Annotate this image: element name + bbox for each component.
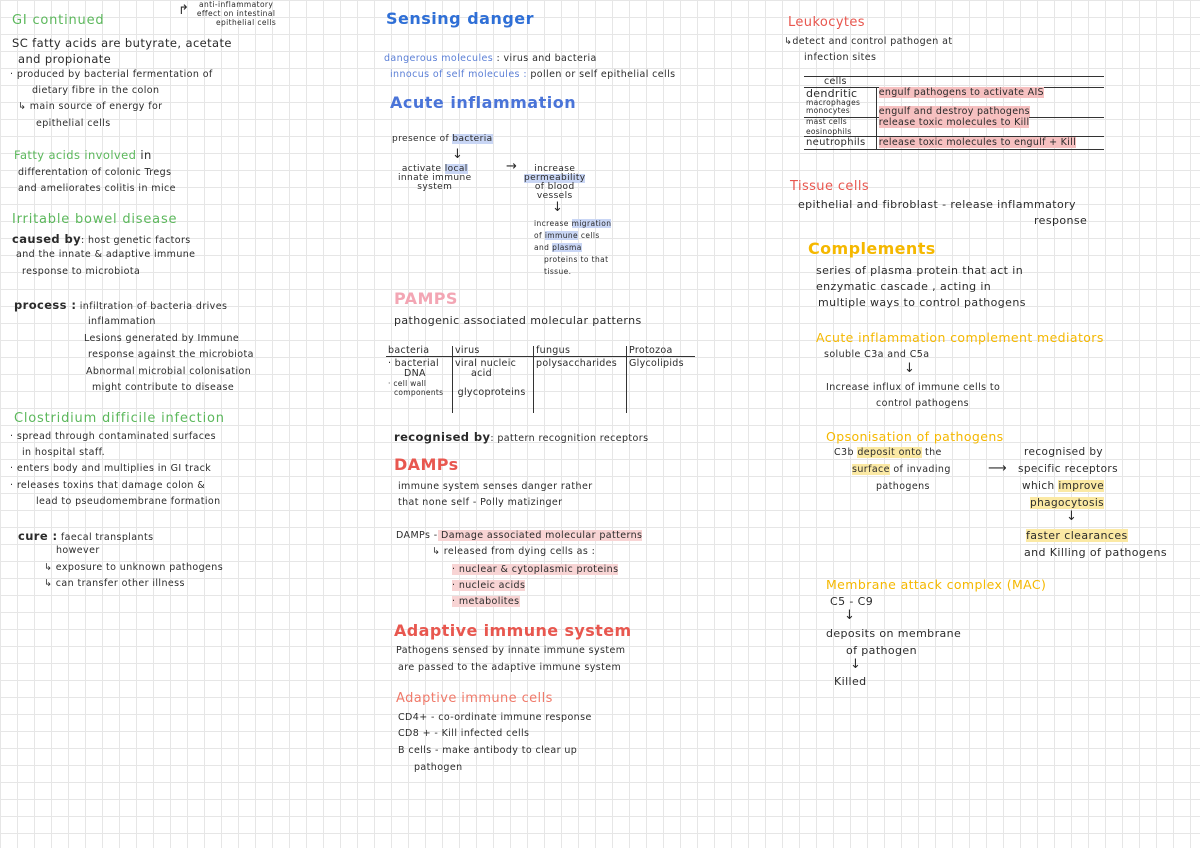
cells-line-1: CD4+ - co-ordinate immune response — [398, 712, 592, 723]
leukocyte-table — [804, 76, 1104, 150]
damps-item-1: · nuclear & cytoplasmic proteins — [452, 564, 619, 575]
process-line-2: inflammation — [88, 316, 156, 327]
mac-line-4: Killed — [834, 675, 867, 688]
down-arrow-icon: ↓ — [552, 200, 564, 215]
tissue-line-1: epithelial and fibroblast - release inflammatory — [798, 198, 1076, 211]
cure-line-4: ↳ can transfer other illness — [44, 578, 185, 589]
leuko-cell-eosinophils: eosinophils — [804, 128, 876, 137]
ibd-line-1: caused by: host genetic factors — [12, 232, 191, 246]
leuko-cell-dendritic: dendritic — [804, 88, 876, 100]
pamps-header-virus: virus — [453, 346, 534, 357]
process-line-3: Lesions generated by Immune — [84, 333, 240, 344]
pamps-virus-cell: viral nucleic acid · glycoproteins — [453, 357, 534, 414]
cdiff-heading: Clostridium difficile infection — [14, 411, 225, 426]
opson-line-1: C3b deposit onto the — [834, 447, 942, 458]
mac-line-1: C5 - C9 — [830, 595, 874, 608]
pamps-table — [386, 346, 695, 413]
right-arrow-icon: ⟶ — [988, 461, 1008, 476]
ibd-line-3: response to microbiota — [22, 266, 141, 277]
right-arrow-icon: → — [506, 159, 518, 174]
damps-item-2: · nucleic acids — [452, 580, 526, 591]
mac-title: Membrane attack complex (MAC) — [826, 577, 1047, 592]
down-arrow-icon: ↓ — [844, 608, 856, 623]
pamps-definition: pathogenic associated molecular patterns — [394, 314, 642, 327]
adaptive-line-2: are passed to the adaptive immune system — [398, 662, 622, 673]
fatty-line-2: differentation of colonic Tregs — [18, 167, 172, 178]
cells-line-3: B cells - make antibody to clear up — [398, 745, 578, 756]
leuko-table-header: cells — [804, 77, 1104, 88]
process-line-6: might contribute to disease — [92, 382, 235, 393]
leuko-desc-monocytes: engulf and destroy pathogens — [876, 107, 1104, 118]
pamps-bacteria-cell: · bacterial DNA · cell wall components — [386, 357, 453, 414]
fatty-line-3: and ameliorates colitis in mice — [18, 183, 176, 194]
damps-title: DAMPs — [394, 455, 459, 474]
pamps-header-fungus: fungus — [534, 346, 627, 357]
comp-line-2: enzymatic cascade , acting in — [816, 280, 992, 293]
scfa-line-1: SC fatty acids are butyrate, acetate — [12, 36, 232, 50]
acute-inflammation-title: Acute inflammation — [390, 93, 577, 112]
damps-definition: DAMPs - Damage associated molecular patterns — [396, 530, 643, 541]
scfa-line-6: epithelial cells — [36, 118, 111, 129]
cdiff-line-1: · spread through contaminated surfaces — [10, 431, 216, 442]
anti-inflammatory-note: anti-inflammatory effect on intestinal epithelial cells — [196, 0, 277, 27]
activate-block: activate local innate immune system — [398, 164, 472, 192]
recognised-by-line: recognised by: pattern recognition receptors — [394, 430, 649, 444]
opson-right-1: recognised by — [1024, 446, 1103, 458]
leuko-line-2: infection sites — [804, 52, 877, 63]
scfa-line-3: · produced by bacterial fermentation of — [10, 69, 213, 80]
fatty-acids-heading: Fatty acids involved in — [14, 148, 152, 162]
down-arrow-icon: ↓ — [904, 361, 916, 376]
acute-med-line-3: control pathogens — [876, 398, 970, 409]
adaptive-immune-system-title: Adaptive immune system — [394, 621, 632, 640]
comp-line-1: series of plasma protein that act in — [816, 264, 1024, 277]
damps-line-2: that none self - Polly matizinger — [398, 497, 563, 508]
increase-block: increase permeability of blood vessels — [524, 164, 586, 201]
pamps-fungus-cell: polysaccharides — [534, 357, 627, 414]
ibd-heading: Irritable bowel disease — [12, 212, 178, 227]
curved-arrow-icon: ↱ — [178, 3, 190, 18]
innocus-line: innocus of self molecules : pollen or self epithelial cells — [390, 69, 676, 80]
process-line-1: process : infiltration of bacteria drives — [14, 298, 228, 312]
leuko-line-1: ↳detect and control pathogen at — [784, 36, 953, 47]
cdiff-line-5: lead to pseudomembrane formation — [36, 496, 221, 507]
tissue-cells-title: Tissue cells — [790, 179, 870, 194]
presence-line: presence of bacteria — [392, 134, 493, 144]
scfa-line-2: and propionate — [18, 52, 112, 66]
dangerous-molecules-line: dangerous molecules : virus and bacteria — [384, 53, 597, 64]
gi-continued-title: GI continued — [12, 13, 105, 28]
opson-right-3: which improve — [1022, 480, 1105, 492]
leuko-cell-neutrophils: neutrophils — [804, 137, 876, 150]
down-arrow-icon: ↓ — [1066, 509, 1078, 524]
process-line-5: Abnormal microbial colonisation — [86, 366, 252, 377]
leuko-desc-mast: release toxic molecules to Kill — [878, 117, 1030, 128]
cdiff-line-4: · releases toxins that damage colon & — [10, 480, 206, 491]
adaptive-line-1: Pathogens sensed by innate immune system — [396, 645, 626, 656]
acute-med-line-2: Increase influx of immune cells to — [826, 382, 1001, 393]
damps-item-3: · metabolites — [452, 596, 520, 607]
comp-line-3: multiple ways to control pathogens — [818, 296, 1026, 309]
cure-line-3: ↳ exposure to unknown pathogens — [44, 562, 224, 573]
migration-block: increase migration of immune cells and plasma proteins to that tissue. — [534, 219, 612, 276]
process-line-4: response against the microbiota — [88, 349, 254, 360]
cells-line-4: pathogen — [414, 762, 463, 773]
pamps-title: PAMPS — [394, 289, 458, 308]
opsonisation-title: Opsonisation of pathogens — [826, 429, 1004, 444]
leuko-cell-macrophages: macrophages — [804, 99, 876, 107]
leukocytes-title: Leukocytes — [788, 15, 865, 30]
opson-right-2: specific receptors — [1018, 463, 1118, 475]
cure-line-2: however — [56, 545, 100, 556]
down-arrow-icon: ↓ — [452, 147, 464, 162]
opson-right-4: phagocytosis — [1030, 497, 1105, 509]
sensing-danger-title: Sensing danger — [386, 9, 535, 28]
scfa-line-4: dietary fibre in the colon — [32, 85, 160, 96]
leuko-desc-eosinophils — [876, 128, 1104, 137]
opson-line-2: surface of invading — [852, 464, 951, 475]
leuko-cell-mast: mast cells — [804, 118, 876, 129]
damps-line-1: immune system senses danger rather — [398, 481, 593, 492]
scfa-line-5: ↳ main source of energy for — [18, 101, 163, 112]
opson-right-6: and Killing of pathogens — [1024, 546, 1167, 559]
damps-released-line: ↳ released from dying cells as : — [432, 546, 596, 557]
complements-title: Complements — [808, 239, 936, 258]
pamps-protozoa-cell: Glycolipids — [629, 358, 684, 369]
cdiff-line-2: in hospital staff. — [22, 447, 106, 458]
mac-line-2: deposits on membrane — [826, 627, 962, 640]
tissue-line-2: response — [1034, 214, 1088, 227]
acute-mediators-title: Acute inflammation complement mediators — [816, 330, 1104, 345]
cells-line-2: CD8 + - Kill infected cells — [398, 728, 530, 739]
opson-line-3: pathogens — [876, 481, 930, 492]
down-arrow-icon: ↓ — [850, 657, 862, 672]
pamps-header-bacteria: bacteria — [386, 346, 453, 357]
cure-line-1: cure : faecal transplants — [18, 529, 154, 543]
leuko-desc-neutrophils: release toxic molecules to engulf + Kill — [876, 137, 1104, 150]
ibd-line-2: and the innate & adaptive immune — [16, 249, 196, 260]
leuko-cell-monocytes: monocytes — [804, 107, 876, 118]
opson-right-5: faster clearances — [1026, 529, 1128, 542]
mac-line-3: of pathogen — [846, 644, 917, 657]
acute-med-line-1: soluble C3a and C5a — [824, 349, 930, 360]
cdiff-line-3: · enters body and multiplies in GI track — [10, 463, 212, 474]
adaptive-cells-title: Adaptive immune cells — [396, 691, 553, 706]
pamps-header-protozoa: Protozoa — [627, 346, 696, 357]
leuko-desc-dendritic: engulf pathogens to activate AIS — [878, 87, 1044, 98]
